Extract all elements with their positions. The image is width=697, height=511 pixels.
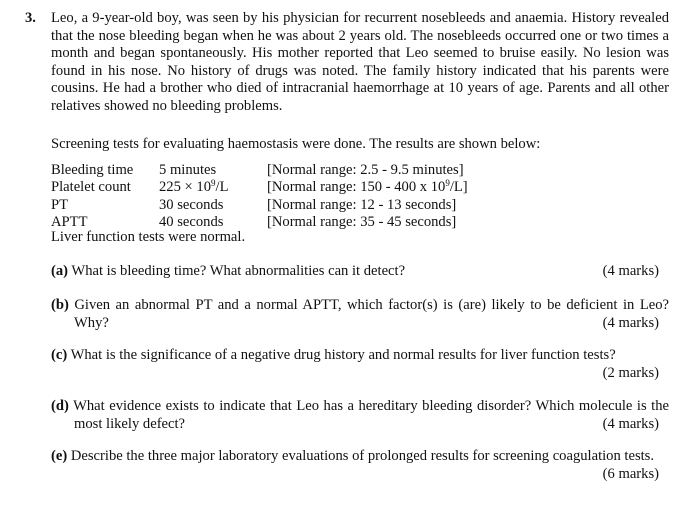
- subquestion-text-cont: most likely defect?: [74, 415, 186, 432]
- test-value: 40 seconds: [159, 213, 224, 230]
- subquestion-label: (a): [51, 263, 69, 279]
- test-value: 5 minutes: [159, 162, 217, 178]
- screening-intro: Screening tests for evaluating haemostasis were done. The results are shown below:: [51, 136, 541, 152]
- subquestion-label: (e): [51, 448, 68, 464]
- question-number: 3.: [25, 10, 36, 26]
- subquestion-text: What is bleeding time? What abnormalities can it detect?: [71, 263, 406, 279]
- subquestion-c: [51, 347, 669, 382]
- normal-range: [Normal range: 2.5 - 9.5 minutes]: [267, 162, 464, 178]
- subquestion-a: [51, 263, 669, 281]
- normal-unit: /L]: [449, 179, 468, 196]
- subquestion-b: [51, 297, 669, 332]
- subquestion-text: Describe the three major laboratory evaluations of prolonged results for screening coagulation tests.: [70, 448, 655, 464]
- test-name: Platelet count: [51, 179, 131, 196]
- marks: (4 marks): [602, 263, 659, 279]
- subquestion-text: What evidence exists to indicate that Leo has a hereditary bleeding disorder? Which molecule is the: [73, 398, 670, 414]
- subquestion-d: [51, 398, 669, 433]
- marks: (2 marks): [602, 364, 659, 381]
- marks: (4 marks): [602, 314, 659, 331]
- normal-range: [Normal range: 35 - 45 seconds]: [267, 213, 457, 230]
- test-name: PT: [51, 196, 69, 213]
- subquestion-label: (b): [51, 297, 69, 313]
- subquestion-text-cont: Why?: [74, 314, 109, 331]
- test-value: 30 seconds: [159, 196, 224, 213]
- subquestion-label: (d): [51, 398, 69, 414]
- value-unit: /L: [215, 179, 229, 196]
- normal-exponent: 9: [445, 178, 450, 189]
- test-name: Bleeding time: [51, 162, 134, 178]
- marks: (6 marks): [602, 465, 659, 482]
- normal-range: [267, 179, 468, 196]
- subquestion-label: (c): [51, 347, 68, 363]
- marks: (4 marks): [602, 415, 659, 432]
- subquestion-e: [51, 448, 669, 483]
- subquestion-text: What is the significance of a negative drug history and normal results for liver function tests?: [70, 347, 616, 363]
- normal-main: [Normal range: 150 - 400 x 10: [267, 179, 446, 196]
- normal-range: [Normal range: 12 - 13 seconds]: [267, 196, 457, 213]
- case-description: Leo, a 9-year-old boy, was seen by his physician for recurrent nosebleeds and anaemia. History revealed that the nose bleeding began when he was about 2 years old. The nosebleeds occurred one or two times a month and began spontaneously. His mother reported that Leo seemed to bruise easily. No lesion was found in his nose. No history of drugs was noted. The family history indicated that his parents were cousins. He had a brother who died of intracranial haemorrhage at 10 years of age. Parents and all other relatives showed no bleeding problems.: [51, 10, 669, 114]
- test-value: [159, 179, 229, 196]
- test-name: APTT: [51, 213, 88, 230]
- liver-function-note: Liver function tests were normal.: [51, 229, 246, 245]
- value-main: 225 × 10: [159, 179, 212, 196]
- subquestion-text: Given an abnormal PT and a normal APTT, which factor(s) is (are) likely to be deficient in Leo?: [74, 297, 669, 313]
- value-exponent: 9: [211, 178, 216, 189]
